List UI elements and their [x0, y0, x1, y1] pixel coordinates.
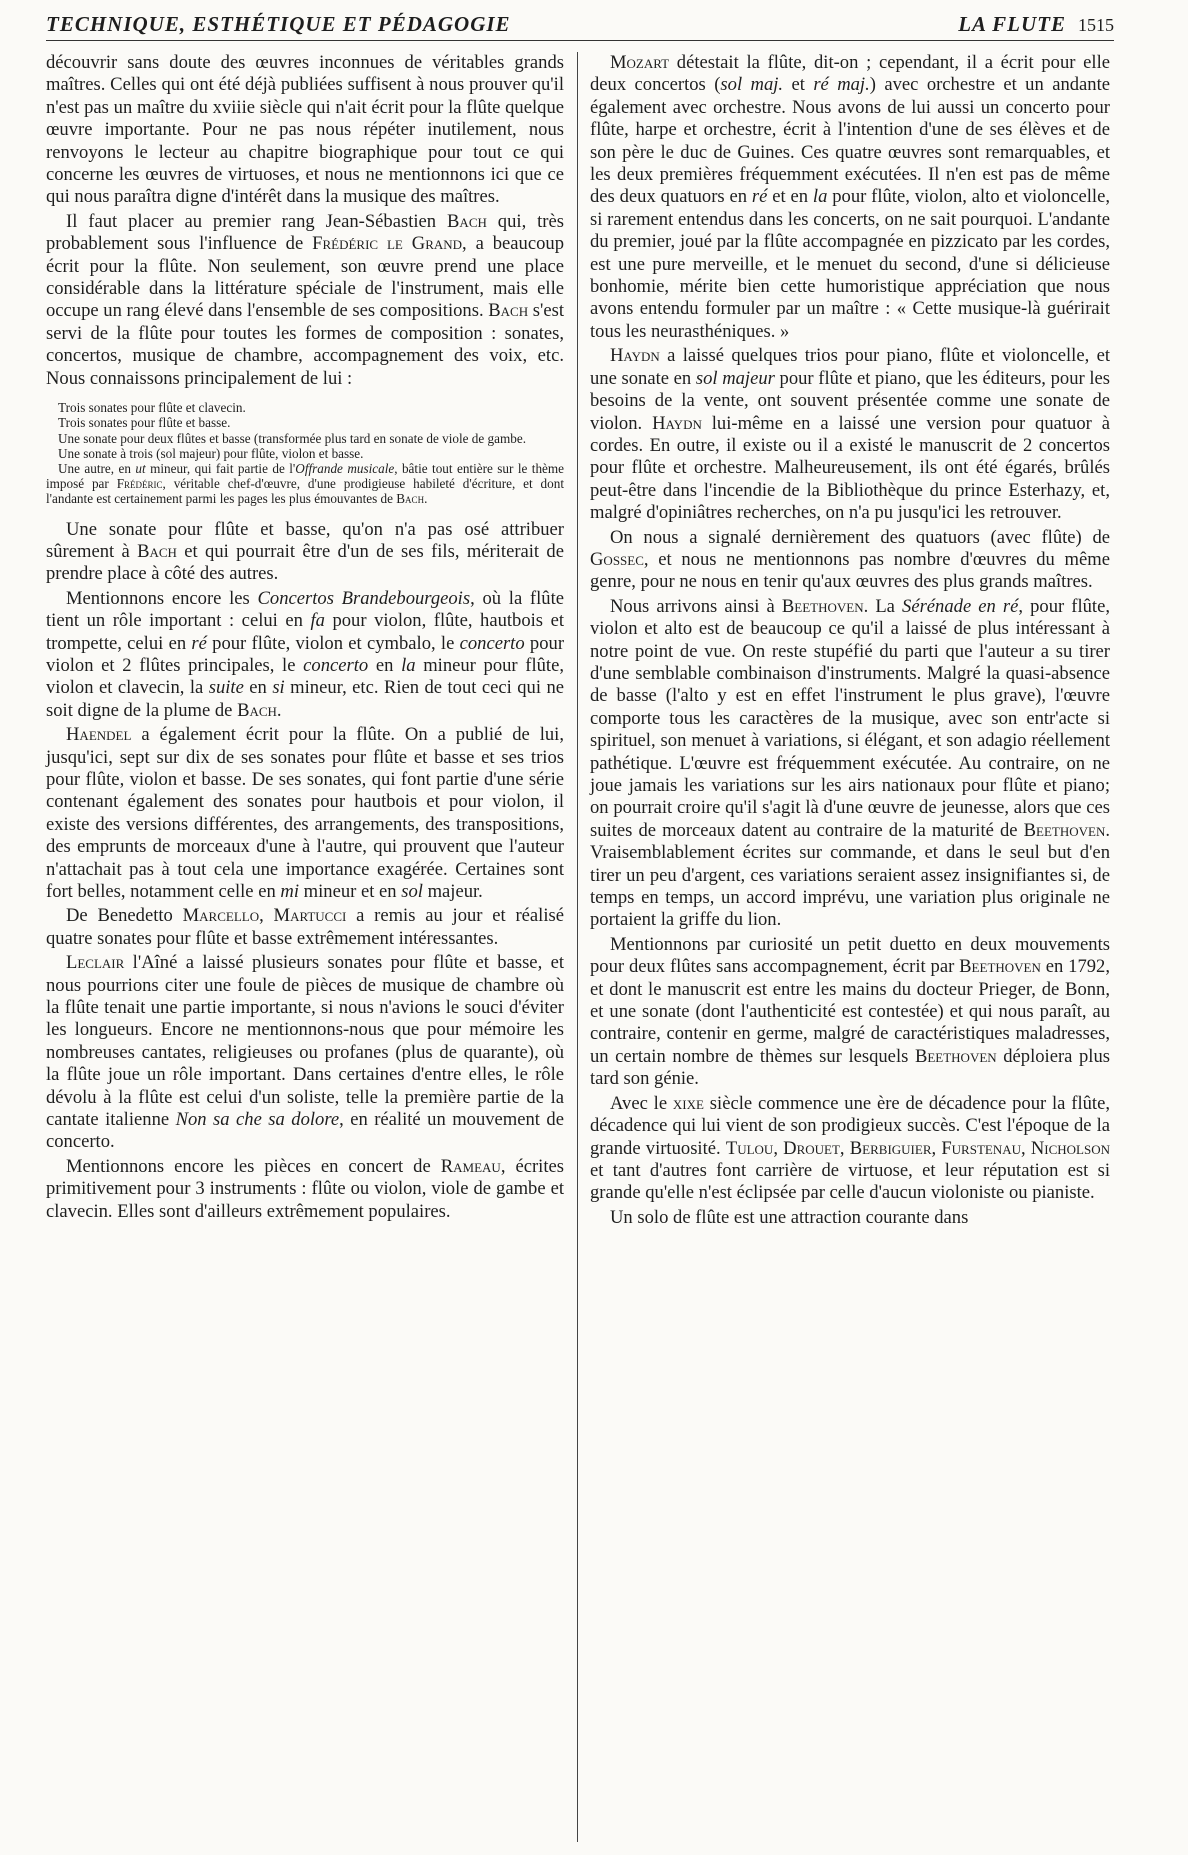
running-header	[46, 10, 1114, 41]
paragraph-mozart: Mozart détestait la flûte, dit-on ; cependant, il a écrit pour elle deux concertos (sol maj. et ré maj.) avec orchestre et un andante également avec orchestre. Nous avons de lui aussi un concerto pour flûte, harpe et orchestre, écrit à l'intention d'une de ses élèves et de son père le duc de Guines. Ces quatre œuvres sont remarquables, et les deux premières fréquemment exécutées. Il n'en est pas de même des deux quatuors en ré et en la pour flûte, violon, alto et violoncelle, si rarement entendus dans les concerts, on ne sait pourquoi. L'andante du premier, joué par la flûte accompagnée en pizzicato par les cordes, est une pure merveille, et le menuet du second, d'une si délicieuse bonhomie, mérite bien cette humoristique appréciation que nous avons entendu formuler par un maître : « Cette musique-là guérirait tous les neurasthéniques. »	[590, 52, 1111, 342]
column-divider	[577, 52, 578, 1842]
paragraph-haendel: Haendel a également écrit pour la flûte. On a publié de lui, jusqu'ici, sept sur dix de ses sonates pour flûte et basse et ses trios pour flûte, violon et basse. De ses sonates, qui font partie d'une série contenant également des sonates pour hautbois et pour violon, il existe des versions différentes, des arrangements, des transpositions, des emprunts de morceaux d'une à l'autre, qui prouvent que l'auteur n'attachait pas à tout cela une importance exagérée. Certaines sont fort belles, notamment celle en mi mineur et en sol majeur.	[46, 724, 564, 903]
right-column	[590, 52, 1110, 1231]
paragraph-concertos: Mentionnons encore les Concertos Brandebourgeois, où la flûte tient un rôle important : celui en fa pour violon, flûte, hautbois et trompette, celui en ré pour flûte, violon et cymbalo, le concerto pour violon et 2 flûtes principales, le concerto en la mineur pour flûte, violon et clavecin, la suite en si mineur, etc. Rien de tout ceci qui ne soit digne de la plume de Bach.	[46, 587, 565, 721]
list-item: Une sonate pour deux flûtes et basse (transformée plus tard en sonate de viole de gambe.	[58, 430, 527, 446]
paragraph-beethoven: Nous arrivons ainsi à Beethoven. La Sérénade en ré, pour flûte, violon et alto est de beaucoup ce qu'il a laissé de plus intéressant à notre point de vue. On reste stupéfié du parti que l'auteur a su tirer d'une semblable combinaison d'instruments. Malgré la quasi-absence de basse (l'alto y est en effet l'instrument le plus grave), l'œuvre comporte tous les caractères de la musique, avec son entr'acte si spirituel, son menuet à variations, si élégant, et son adagio réellement pathétique. L'œuvre est fréquemment exécutée. Au contraire, on ne joue jamais les variations sur les airs nationaux pour flûte et piano; on pourrait croire qu'il s'agit là d'une œuvre de jeunesse, alors que ces suites de morceaux datent au contraire de la maturité de Beethoven. Vraisemblablement écrites sur commande, et dans le seul but d'en tirer un peu d'argent, ces variations seraient assez insignifiantes si, de temps en temps, un accord imprévu, une variation plus originale ne portaient la griffe du lion.	[590, 595, 1110, 931]
paragraph: Un solo de flûte est une attraction courante dans	[610, 1206, 969, 1228]
header-right	[958, 12, 1114, 37]
paragraph-haydn: Haydn a laissé quelques trios pour piano, flûte et violoncelle, et une sonate en sol majeur pour flûte et piano, que les éditeurs, pour les besoins de la vente, ont souvent présentée comme une sonate de violon. Haydn lui-même en a laissé une version pour quatuor à cordes. En outre, il existe ou il a existé le manuscrit de 2 concertos pour flûte et orchestre. Malheureusement, ils ont été égarés, brûlés peut-être dans l'incendie de la Bibliothèque du prince Esterhazy, et, malgré d'opiniâtres recherches, on n'a pu jusqu'ici les retrouver.	[590, 345, 1110, 524]
header-section-title: TECHNIQUE, ESTHÉTIQUE ET PÉDAGOGIE	[46, 12, 511, 36]
list-item: Trois sonates pour flûte et clavecin.	[58, 400, 246, 416]
paragraph: découvrir sans doute des œuvres inconnues de véritables grands maîtres. Celles qui ont été déjà publiées suffisent à nous prouver qu'il n'est pas un maître du xviiie siècle qui n'ait écrit pour la flûte quelque œuvre importante. Pour ne pas nous répéter inutilement, nous renvoyons le lecteur au chapitre biographique pour tout ce qui concerne les œuvres de virtuoses, et nous ne mentionnons ici que ce qui nous paraîtra digne d'intérêt dans la musique des maîtres.	[46, 52, 564, 208]
list-item: Une autre, en ut mineur, qui fait partie de l'Offrande musicale, bâtie tout entière sur le thème imposé par Frédéric, véritable chef-d'œuvre, d'une prodigieuse habileté d'écriture, et dont l'andante est certainement parmi les pages les plus émouvantes de Bach.	[46, 460, 564, 507]
paragraph-duetto: Mentionnons par curiosité un petit duetto en deux mouvements pour deux flûtes sans accompagnement, écrit par Beethoven en 1792, et dont le manuscrit est entre les mains du docteur Prieger, de Bonn, et une sonate (dont l'authenticité est contestée) et qui nous paraît, au contraire, contenir en germe, malgré de caractéristiques maladresses, un certain nombre de thèmes sur lesquels Beethoven déploiera plus tard son génie.	[590, 933, 1111, 1090]
page-number: 1515	[1078, 15, 1114, 35]
header-journal-title: LA FLUTE	[958, 12, 1066, 36]
paragraph-xix-century: Avec le xixe siècle commence une ère de décadence pour la flûte, décadence qui lui vient de son prodigieux succès. C'est l'époque de la grande virtuosité. Tulou, Drouet, Berbiguier, Furstenau, Nicholson et tant d'autres font carrière de virtuose, et leur réputation est si grande qu'elle n'est éclipsée par celle d'aucun violoniste ou pianiste.	[590, 1092, 1110, 1204]
works-list	[46, 400, 564, 506]
paragraph: Une sonate pour flûte et basse, qu'on n'a pas osé attribuer sûrement à Bach et qui pourrait être d'un de ses fils, mériterait de prendre place à côté des autres.	[46, 518, 564, 585]
paragraph-rameau: Mentionnons encore les pièces en concert de Rameau, écrites primitivement pour 3 instruments : flûte ou violon, viole de gambe et clavecin. Elles sont d'ailleurs extrêmement populaires.	[46, 1155, 564, 1222]
left-column	[46, 52, 564, 1225]
list-item: Trois sonates pour flûte et basse.	[58, 415, 231, 431]
paragraph-marcello: De Benedetto Marcello, Martucci a remis au jour et réalisé quatre sonates pour flûte et basse extrêmement intéressantes.	[46, 905, 564, 949]
paragraph-leclair: Leclair l'Aîné a laissé plusieurs sonates pour flûte et basse, et nous pourrions citer une foule de pièces de musique de chambre où la flûte tenait une partie importante, si nous n'avions le souci d'éviter les longueurs. Encore ne mentionnons-nous que pour mémoire les nombreuses cantates, religieuses ou profanes (plus de quarante), où la flûte joue un rôle important. Dans certaines d'entre elles, le rôle dévolu à la flûte est celui d'un soliste, telle la première partie de la cantate italienne Non sa che sa dolore, en réalité un mouvement de concerto.	[46, 952, 564, 1153]
paragraph-gossec: On nous a signalé dernièrement des quatuors (avec flûte) de Gossec, et nous ne mentionnons pas nombre d'œuvres du même genre, pour ne nous en tenir qu'aux œuvres des plus grands maîtres.	[590, 526, 1110, 593]
paragraph-bach: Il faut placer au premier rang Jean-Sébastien Bach qui, très probablement sous l'influence de Frédéric le Grand, a beaucoup écrit pour la flûte. Non seulement, son œuvre prend une place considérable dans la littérature spéciale de l'instrument, mais elle occupe un rang élevé dans l'ensemble de ses compositions. Bach s'est servi de la flûte pour toutes les formes de composition : sonates, concertos, musique de chambre, accompagnement des voix, etc. Nous connaissons principalement de lui :	[46, 210, 564, 389]
list-item: Une sonate à trois (sol majeur) pour flûte, violon et basse.	[58, 445, 364, 461]
